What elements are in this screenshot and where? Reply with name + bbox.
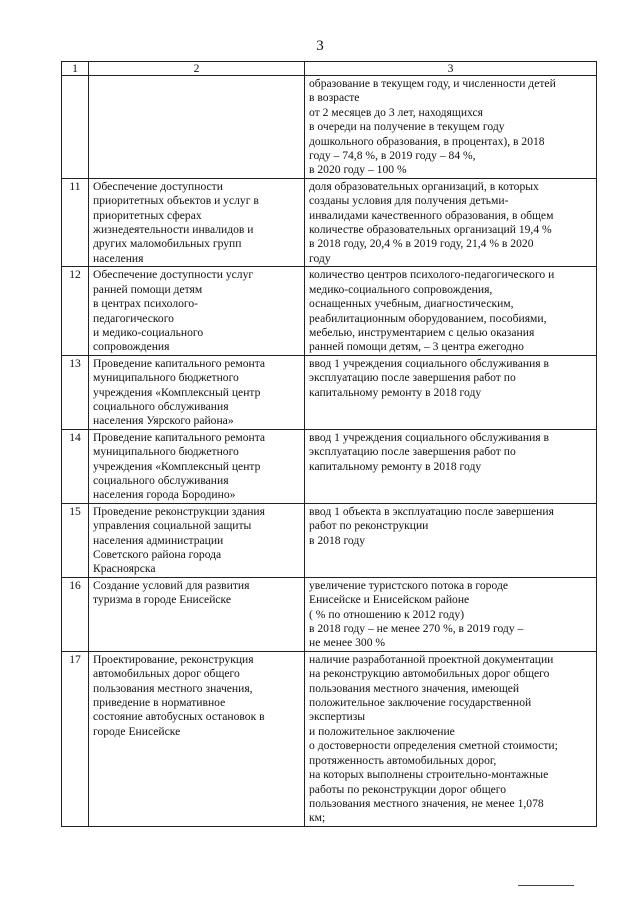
measure-name-cell — [89, 651, 305, 826]
measure-name-line: приведение в нормативное — [93, 696, 226, 710]
indicator-line: о достоверности определения сметной стоимости; — [309, 739, 558, 753]
measure-name-line: состояние автобусных остановок в — [93, 710, 265, 724]
row-number: 17 — [62, 651, 89, 826]
measure-name-line: Обеспечение доступности услуг — [93, 268, 254, 282]
indicator-line: году – 74,8 %, в 2019 году – 84 %, — [309, 149, 476, 163]
measure-name-line: туризма в городе Енисейске — [93, 593, 232, 607]
measure-name-line: муниципального бюджетного — [93, 371, 239, 385]
indicator-line: протяженность автомобильных дорог, — [309, 753, 497, 767]
measure-name-line: в центрах психолого- — [93, 297, 199, 311]
measure-name-line: приоритетных сферах — [93, 208, 202, 222]
indicator-line: в очереди на получение в текущем году — [309, 120, 505, 134]
indicator-line: экспертизы — [309, 710, 366, 724]
measure-name-cell — [89, 429, 305, 503]
indicator-cell — [305, 429, 597, 503]
row-number — [62, 76, 89, 179]
measure-name-line: Проведение капитального ремонта — [93, 356, 266, 370]
measure-name-line: пользования местного значения, — [93, 681, 253, 695]
measure-name-line: муниципального бюджетного — [93, 445, 239, 459]
indicator-line: образование в текущем году, и численности детей — [309, 77, 556, 90]
table-row — [62, 429, 597, 503]
indicator-cell — [305, 355, 597, 429]
measure-name-cell — [89, 577, 305, 651]
measure-name-line: Красноярска — [93, 562, 156, 576]
table-row — [62, 577, 597, 651]
measure-name-line: приоритетных объектов и услуг в — [93, 194, 259, 208]
indicator-line: работы по реконструкции дорог общего — [309, 782, 507, 796]
table-row — [62, 178, 597, 266]
measure-name-cell — [89, 355, 305, 429]
indicator-line: от 2 месяцев до 3 лет, находящихся — [309, 105, 483, 119]
indicator-line: пользования местного значения, не менее 1,078 — [309, 796, 544, 810]
measure-name-line: жизнедеятельности инвалидов и — [93, 223, 254, 237]
row-number: 14 — [62, 429, 89, 503]
indicator-line: ввод 1 учреждения социального обслуживания в — [309, 430, 549, 444]
indicator-cell — [305, 76, 597, 179]
measure-name-line: населения администрации — [93, 533, 224, 547]
measure-name-line: Обеспечение доступности — [93, 179, 223, 193]
measure-name-line: Проектирование, реконструкция — [93, 652, 254, 666]
measure-name-line: населения Уярского района» — [93, 414, 234, 428]
indicator-cell — [305, 267, 597, 355]
indicator-line: на которых выполнены строительно-монтажные — [309, 768, 549, 782]
measure-name-line: Советского района города — [93, 548, 222, 561]
table-row — [62, 503, 597, 577]
measure-name-line: Проведение реконструкции здания — [93, 504, 265, 518]
indicator-cell — [305, 503, 597, 577]
measure-name-line: автомобильных дорог общего — [93, 667, 240, 681]
measure-name-line: учреждения «Комплексный центр — [93, 385, 261, 399]
measure-name-cell — [89, 503, 305, 577]
measure-name-cell — [89, 267, 305, 355]
table-row — [62, 651, 597, 826]
table-row — [62, 76, 597, 179]
indicator-line: в 2018 году — [309, 533, 366, 547]
header-col-1: 1 — [62, 62, 89, 76]
indicator-line: в 2020 году – 100 % — [309, 163, 407, 177]
indicator-line: Енисейске и Енисейском районе — [309, 593, 470, 607]
measure-name-line: сопровождения — [93, 340, 170, 354]
row-number: 15 — [62, 503, 89, 577]
measure-name-line: городе Енисейске — [93, 724, 181, 738]
measure-name-line: ранней помощи детям — [93, 282, 203, 296]
indicator-cell — [305, 178, 597, 266]
row-number: 12 — [62, 267, 89, 355]
row-number: 16 — [62, 577, 89, 651]
indicator-line: эксплуатацию после завершения работ по — [309, 371, 516, 385]
indicator-line: в возрасте — [309, 91, 360, 105]
measure-name-cell — [89, 76, 305, 179]
indicator-line: ( % по отношению к 2012 году) — [309, 607, 465, 621]
indicator-line: и положительное заключение — [309, 724, 455, 738]
indicator-line: не менее 300 % — [309, 636, 386, 650]
indicator-cell — [305, 577, 597, 651]
indicator-line: в 2018 году – не менее 270 %, в 2019 году – — [309, 622, 524, 636]
header-col-3: 3 — [305, 62, 597, 76]
indicator-line: реабилитационным оборудованием, пособиями, — [309, 311, 547, 325]
footer-line — [518, 885, 574, 886]
measure-name-line: населения города Бородино» — [93, 488, 236, 502]
measure-name-line: управления социальной защиты — [93, 519, 252, 533]
indicator-line: количество центров психолого-педагогического и — [309, 268, 555, 282]
measure-name-line: других маломобильных групп — [93, 237, 242, 251]
indicator-line: медико-социального сопровождения, — [309, 282, 493, 296]
indicator-line: на реконструкцию автомобильных дорог общего — [309, 667, 550, 681]
indicator-line: работ по реконструкции — [309, 519, 429, 533]
indicator-line: увеличение туристского потока в городе — [309, 578, 508, 592]
indicator-line: эксплуатацию после завершения работ по — [309, 445, 516, 459]
indicator-line: оснащенных учебным, диагностическим, — [309, 297, 514, 311]
indicator-line: км; — [309, 811, 326, 825]
measure-name-line: и медико-социального — [93, 325, 204, 339]
header-col-2: 2 — [89, 62, 305, 76]
measure-name-line: Проведение капитального ремонта — [93, 430, 266, 444]
indicator-line: капитальному ремонту в 2018 году — [309, 459, 482, 473]
indicator-line: ввод 1 объекта в эксплуатацию после завершения — [309, 504, 554, 518]
measure-name-line: педагогического — [93, 311, 174, 325]
indicator-line: положительное заключение государственной — [309, 696, 532, 710]
indicator-line: пользования местного значения, имеющей — [309, 681, 520, 695]
indicator-line: ранней помощи детям, – 3 центра ежегодно — [309, 340, 524, 354]
row-number: 13 — [62, 355, 89, 429]
indicator-line: в 2018 году, 20,4 % в 2019 году, 21,4 % в 2020 — [309, 237, 534, 251]
indicator-line: дошкольного образования, в процентах), в 2018 — [309, 134, 545, 148]
indicator-line: наличие разработанной проектной документации — [309, 652, 554, 666]
measure-name-line: Создание условий для развития — [93, 578, 250, 592]
table-row — [62, 267, 597, 355]
measure-name-line: социального обслуживания — [93, 473, 229, 487]
indicator-line: инвалидами качественного образования, в общем — [309, 208, 554, 222]
measure-name-line: населения — [93, 251, 144, 265]
indicator-line: году — [309, 251, 331, 265]
row-number: 11 — [62, 178, 89, 266]
measure-name-cell — [89, 178, 305, 266]
page-number: 3 — [316, 38, 324, 54]
indicator-line: созданы условия для получения детьми- — [309, 194, 509, 208]
indicator-cell — [305, 651, 597, 826]
indicator-line: количестве образовательных организаций 19,4 % — [309, 223, 552, 237]
indicator-line: доля образовательных организаций, в которых — [309, 179, 539, 193]
table-row — [62, 355, 597, 429]
indicators-table — [61, 61, 597, 827]
indicator-line: капитальному ремонту в 2018 году — [309, 385, 482, 399]
table-header-row — [62, 62, 597, 76]
measure-name-line: учреждения «Комплексный центр — [93, 459, 261, 473]
indicator-line: мебелью, инструментарием с целью оказания — [309, 325, 535, 339]
indicator-line: ввод 1 учреждения социального обслуживания в — [309, 356, 549, 370]
measure-name-line: социального обслуживания — [93, 399, 229, 413]
